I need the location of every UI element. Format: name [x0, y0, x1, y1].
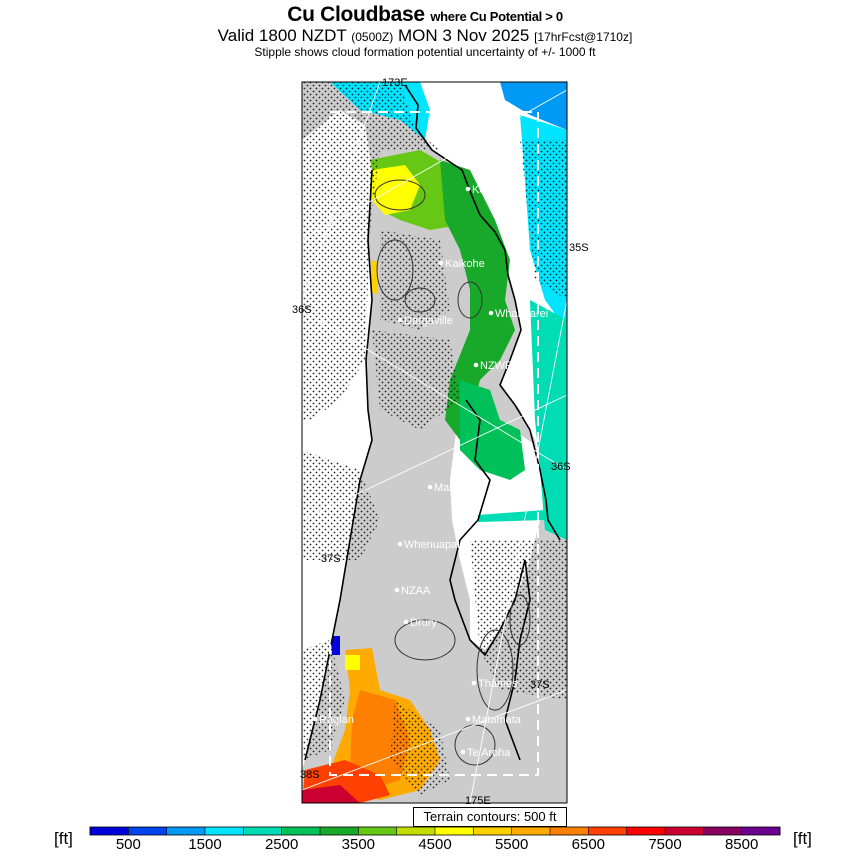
terrain-contours-note: Terrain contours: 500 ft — [413, 807, 567, 827]
colorbar-unit-right: [ft] — [793, 829, 812, 848]
place-nzaa: NZAA — [401, 585, 431, 597]
place-mahurangi: Mahurangi — [434, 482, 486, 494]
colorbar-unit-left: [ft] — [54, 829, 73, 848]
colorbar-tick-label: 3500 — [341, 836, 376, 853]
lat-label-35s: 35S — [569, 242, 589, 254]
lat-label-36s-right: 36S — [551, 461, 571, 473]
place-thames: Thames — [478, 678, 518, 690]
place-matamata: Matamata — [472, 714, 521, 726]
colorbar-tick-label: 8500 — [724, 836, 759, 853]
place-whenuapai: Whenuapai — [404, 539, 460, 551]
valid-utc: (0500Z) — [351, 30, 394, 44]
lat-label-37s-left: 37S — [321, 553, 341, 565]
title-subtitle: where Cu Potential > 0 — [430, 9, 563, 24]
colorbar-tick-label: 1500 — [188, 836, 222, 853]
lat-label-37s-right: 37S — [530, 679, 550, 691]
place-raglan: Raglan — [319, 714, 354, 726]
place-te-aroha: Te Aroha — [467, 747, 511, 759]
lat-label-38s: 38S — [300, 769, 320, 781]
colorbar-tick-label: 500 — [115, 836, 141, 853]
colorbar-tick-label: 7500 — [648, 836, 682, 853]
lon-label-173e: 173E — [382, 77, 408, 89]
lon-label-175e: 175E — [465, 795, 491, 807]
stipple-note: Stipple shows cloud formation potential uncertainty of +/- 1000 ft — [254, 45, 596, 59]
place-whangarei: Whangarei — [495, 308, 549, 320]
place-kerikeri: Kerikeri — [472, 184, 510, 196]
lat-label-36s-left: 36S — [292, 304, 312, 316]
title-main: Cu Cloudbase — [287, 3, 425, 26]
place-kaikohe: Kaikohe — [445, 258, 485, 270]
valid-prefix: Valid 1800 NZDT — [217, 26, 347, 45]
forecast-info: [17hrFcst@1710z] — [534, 30, 633, 44]
colorbar-tick-label: 2500 — [264, 836, 299, 853]
place-dargaville: Dargaville — [404, 315, 453, 327]
colorbar-tick-label: 6500 — [571, 836, 606, 853]
colorbar-tick-label: 5500 — [494, 836, 529, 853]
place-nzwr: NZWR — [480, 360, 513, 372]
colorbar-tick-label: 4500 — [418, 836, 452, 853]
valid-date: MON 3 Nov 2025 — [398, 26, 530, 45]
place-drury: Drury — [410, 617, 437, 629]
